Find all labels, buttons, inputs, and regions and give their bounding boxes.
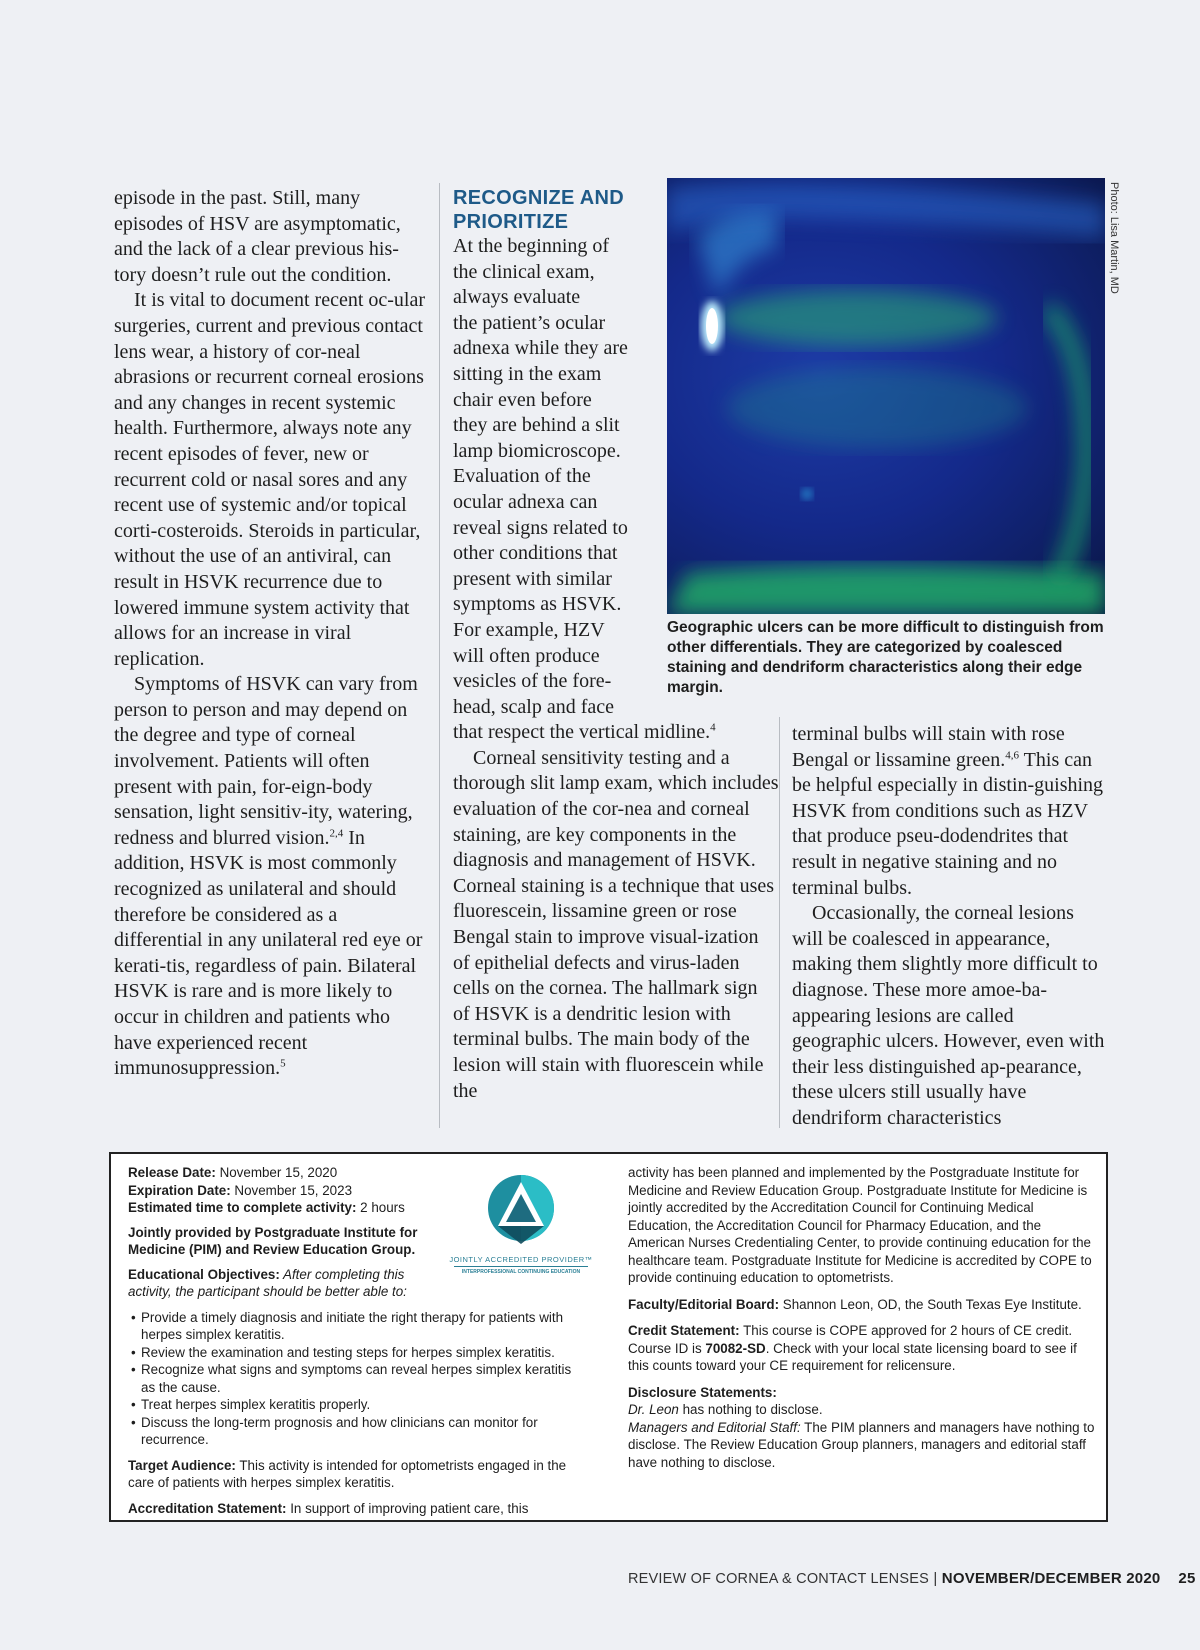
- column-2-line: other conditions that: [453, 542, 618, 565]
- column-rule-1: [439, 183, 440, 1128]
- issue-date: NOVEMBER/DECEMBER 2020: [941, 1570, 1161, 1587]
- column-1: [114, 186, 430, 1082]
- column-2-line: vesicles of the fore-: [453, 670, 612, 693]
- ce-info-box: [109, 1152, 1108, 1522]
- course-id: 70082-SD: [705, 1340, 766, 1356]
- column-2-line: Evaluation of the: [453, 465, 591, 488]
- column-2-line: At the beginning of: [453, 235, 610, 257]
- objective-item: • Recognize what signs and symptoms can reveal herpes simplex keratitis as the cause.: [128, 1361, 578, 1396]
- logo-text-line1: JOINTLY ACCREDITED PROVIDER™: [449, 1255, 593, 1264]
- section-heading: RECOGNIZE AND PRIORITIZE: [453, 187, 624, 233]
- column-2-line: ocular adnexa can: [453, 490, 598, 513]
- column-2-line: head, scalp and face: [453, 695, 615, 718]
- column-2-line: the clinical exam,: [453, 260, 595, 283]
- ce-right-column: activity has been planned and implemented by the Postgraduate Institute for Medicine and Review Education Group. Postgraduate Institute for Medicine is jointly accredited by the Accreditation Council for Continuing Medical Education, the Accreditation Council for Pharmacy Education, and the American Nurses Credentialing Center, to provide continuing education for the healthcare team. Postgraduate Institute for Medicine is accredited by COPE to provide continuing education to optometrists. Faculty/Editorial Board: Shannon Leon, OD, the South Texas Eye Institute. Credit Statement: This course is COPE approved for 2 hours of CE credit. Course ID is 70082-SD. Check with your local state licensing board to see if this counts toward your CE requirement for relicensure. Disclosure Statements: Dr. Leon has nothing to disclose. Managers and Editorial Staff: The PIM planners and managers have nothing to disclose. The Review Education Group planners, managers and editorial staff have nothing to disclose.: [628, 1165, 1095, 1470]
- photo-credit: Photo: Lisa Martin, MD: [1108, 182, 1120, 294]
- column-1-paragraph: It is vital to document recent oc-ular surgeries, current and previous contact lens wear, a history of cor-neal abrasions or recurrent corneal erosions and any changes in recent systemic health. Furthermore, always note any recent episodes of fever, new or recurrent cold or nasal sores and any recent use of systemic and/or topical corti-costeroids. Steroids in particular, without the use of an antiviral, can result in HSVK recurrence due to lowered immune system activity that allows for an increase in viral replication.: [114, 289, 426, 670]
- column-rule-2: [779, 717, 780, 1128]
- logo-text-line2: INTERPROFESSIONAL CONTINUING EDUCATION: [461, 1269, 581, 1275]
- accreditation-triangle-icon: [446, 1172, 596, 1244]
- figure-caption: Geographic ulcers can be more difficult to distinguish from other differentials. They are categorized by coalesced staining and dendriform characteristics along their edge margin.: [667, 619, 1104, 696]
- column-2-line: symptoms as HSVK.: [453, 593, 622, 616]
- objectives-list: [128, 1309, 578, 1449]
- fluorescein-stain-image: [667, 178, 1105, 614]
- objective-item: • Treat herpes simplex keratitis properly.: [128, 1396, 578, 1414]
- column-1-paragraph: Symptoms of HSVK can vary from person to person and may depend on the degree and type of corneal involvement. Patients will often present with pain, for-eign-body sensation, light sensitiv-ity, watering, redness and blurred vision.$^{2,4}$ In addition, HSVK is most commonly recognized as unilateral and should therefore be considered as a differential in any unilateral red eye or kerati-tis, regardless of pain. Bilateral HSVK is rare and is more likely to occur in children and patients who have experienced recent immunosuppression.$^5$: [114, 673, 423, 1080]
- column-3-paragraph: terminal bulbs will stain with rose Bengal or lissamine green.$^{4,6}$ This can be helpful especially in distin-guishing HSVK from conditions such as HZV that produce pseu-dodendrites that result in negative staining and no terminal bulbs.: [792, 723, 1104, 899]
- column-2-line: always evaluate: [453, 286, 581, 309]
- column-2-line: reveal signs related to: [453, 516, 628, 539]
- column-2-text: [453, 720, 779, 1104]
- column-2-line: will often produce: [453, 644, 600, 667]
- joint-provider-statement: Jointly provided by Postgraduate Institute for Medicine (PIM) and Review Education Group.: [128, 1224, 418, 1257]
- column-2-line: adnexa while they are: [453, 337, 628, 360]
- objective-item: • Provide a timely diagnosis and initiate the right therapy for patients with herpes simplex keratitis.: [128, 1309, 578, 1344]
- page-number: 25: [1178, 1570, 1196, 1587]
- objective-item: • Review the examination and testing steps for herpes simplex keratitis.: [128, 1344, 578, 1362]
- accreditation-continued: activity has been planned and implemented by the Postgraduate Institute for Medicine and Review Education Group. Postgraduate Institute for Medicine is jointly accredited by the Accreditation Council for Continuing Medical Education, the Accreditation Council for Pharmacy Education, and the American Nurses Credentialing Center, to provide continuing education for the healthcare team. Postgraduate Institute for Medicine is accredited by COPE to provide continuing education to optometrists.: [628, 1165, 1092, 1285]
- ce-left-column: Release Date: November 15, 2020 Expiration Date: November 15, 2023 Estimated time to complete activity: 2 hours Jointly provided by Postgraduate Institute for Medicine (PIM) and Review Education Group. Educational Objectives: After completing this activity, the participant should be better able to: • Provide a timely diagnosis and initiate the right therapy for patients with herpes simplex keratitis. • Review the examination and testing steps for herpes simplex keratitis. • Recognize what signs and symptoms can reveal herpes simplex keratitis as the cause. • Treat herpes simplex keratitis properly. • Discuss the long-term prognosis and how clinicians can monitor for recurrence. Target Audience: This activity is intended for optometrists engaged in the care of patients with herpes simplex keratitis. Accreditation Statement: In support of improving patient care, this: [128, 1164, 588, 1517]
- column-1-paragraph: episode in the past. Still, many episodes of HSV are asymptomatic, and the lack of a clear previous his-tory doesn’t rule out the condition.: [114, 187, 401, 286]
- objective-item: • Discuss the long-term prognosis and how clinicians can monitor for recurrence.: [128, 1414, 578, 1449]
- column-2-line: they are behind a slit: [453, 414, 620, 437]
- column-2-paragraph: Corneal sensitivity testing and a thorough slit lamp exam, which includes evaluation of the cor-nea and corneal staining, are key components in the diagnosis and management of HSVK. Corneal staining is a technique that uses fluorescein, lissamine green or rose Bengal stain to improve visual-ization of epithelial defects and virus-laden cells on the cornea. The hallmark sign of HSVK is a dendritic lesion with terminal bulbs. The main body of the lesion will stain with fluorescein while the: [453, 746, 779, 1102]
- corneal-staining-photo: [667, 178, 1105, 614]
- column-2-line: the patient’s ocular: [453, 311, 606, 334]
- column-2-paragraph: that respect the vertical midline.$^4$: [453, 721, 716, 744]
- column-2-line: chair even before: [453, 388, 592, 411]
- column-2-line: present with similar: [453, 567, 612, 590]
- column-2-line: sitting in the exam: [453, 362, 602, 385]
- column-3-paragraph: Occasionally, the corneal lesions will be coalesced in appearance, making them slightly more difficult to diagnose. These more amoe-ba-appearing lesions are called geographic ulcers. However, even with their less distinguished ap-pearance, these ulcers still usually have dendriform characteristics: [792, 902, 1105, 1129]
- journal-name: REVIEW OF CORNEA & CONTACT LENSES: [628, 1571, 929, 1587]
- column-2-line: lamp biomicroscope.: [453, 439, 621, 462]
- column-2-line: For example, HZV: [453, 618, 605, 641]
- column-3: [792, 722, 1106, 1132]
- page-footer: REVIEW OF CORNEA & CONTACT LENSES | NOVEMBER/DECEMBER 2020 25: [628, 1570, 1196, 1587]
- jointly-accredited-logo: [446, 1172, 596, 1282]
